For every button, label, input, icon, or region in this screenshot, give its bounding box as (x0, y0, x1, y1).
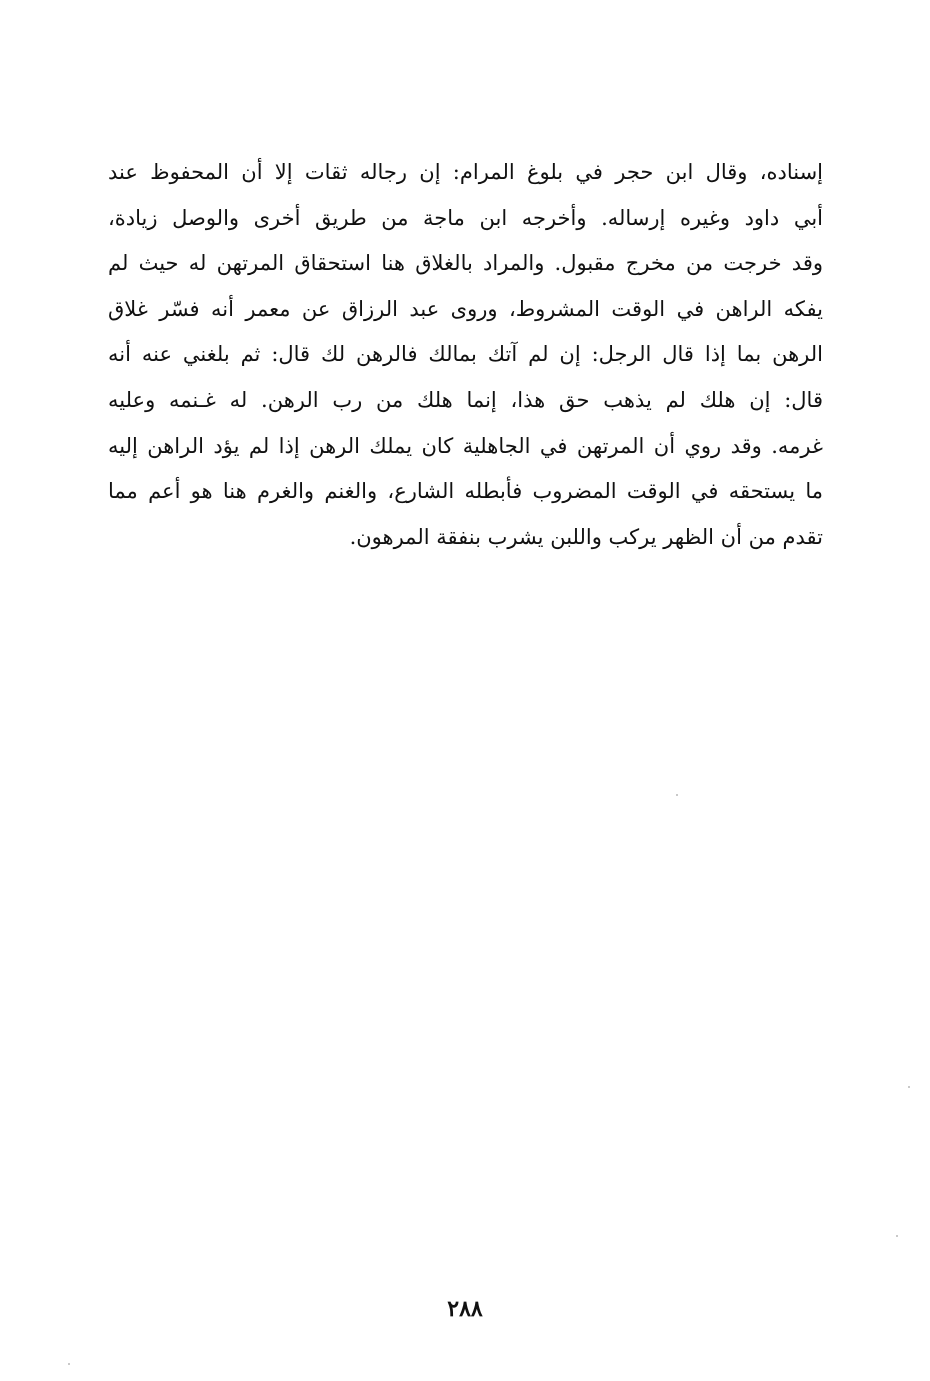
page-number: ٢٨٨ (447, 1296, 483, 1322)
text-line: أبي داود وغيره إرساله. وأخرجه ابن ماجة من طريق أخرى والوصل زيادة، (108, 205, 823, 230)
text-line: إسناده، وقال ابن حجر في بلوغ المرام: إن رجاله ثقات إلا أن المحفوظ عند (108, 160, 823, 184)
scan-speck (896, 1235, 898, 1237)
text-line: يفكه الراهن في الوقت المشروط، وروى عبد الرزاق عن معمر أنه فسّر غلاق (108, 296, 823, 321)
scan-speck (676, 794, 678, 796)
text-line: وقد خرجت من مخرج مقبول. والمراد بالغلاق هنا استحقاق المرتهن له حيث لم (108, 251, 823, 276)
scan-speck (68, 1363, 70, 1365)
text-line: غرمه. وقد روي أن المرتهن في الجاهلية كان يملك الرهن إذا لم يؤد الراهن إليه (108, 433, 823, 458)
text-line: تقدم من أن الظهر يركب واللبن يشرب بنفقة المرهون. (349, 524, 823, 549)
scan-speck (908, 1086, 910, 1088)
text-line: ما يستحقه في الوقت المضروب فأبطله الشارع، والغنم والغرم هنا هو أعم مما (108, 479, 823, 504)
text-line: الرهن بما إذا قال الرجل: إن لم آتك بمالك فالرهن لك قال: ثم بلغني عنه أنه (108, 342, 823, 367)
body-text (108, 150, 823, 560)
text-line: قال: إن هلك لم يذهب حق هذا، إنما هلك من رب الرهن. له غـنمه وعليه (108, 387, 823, 412)
